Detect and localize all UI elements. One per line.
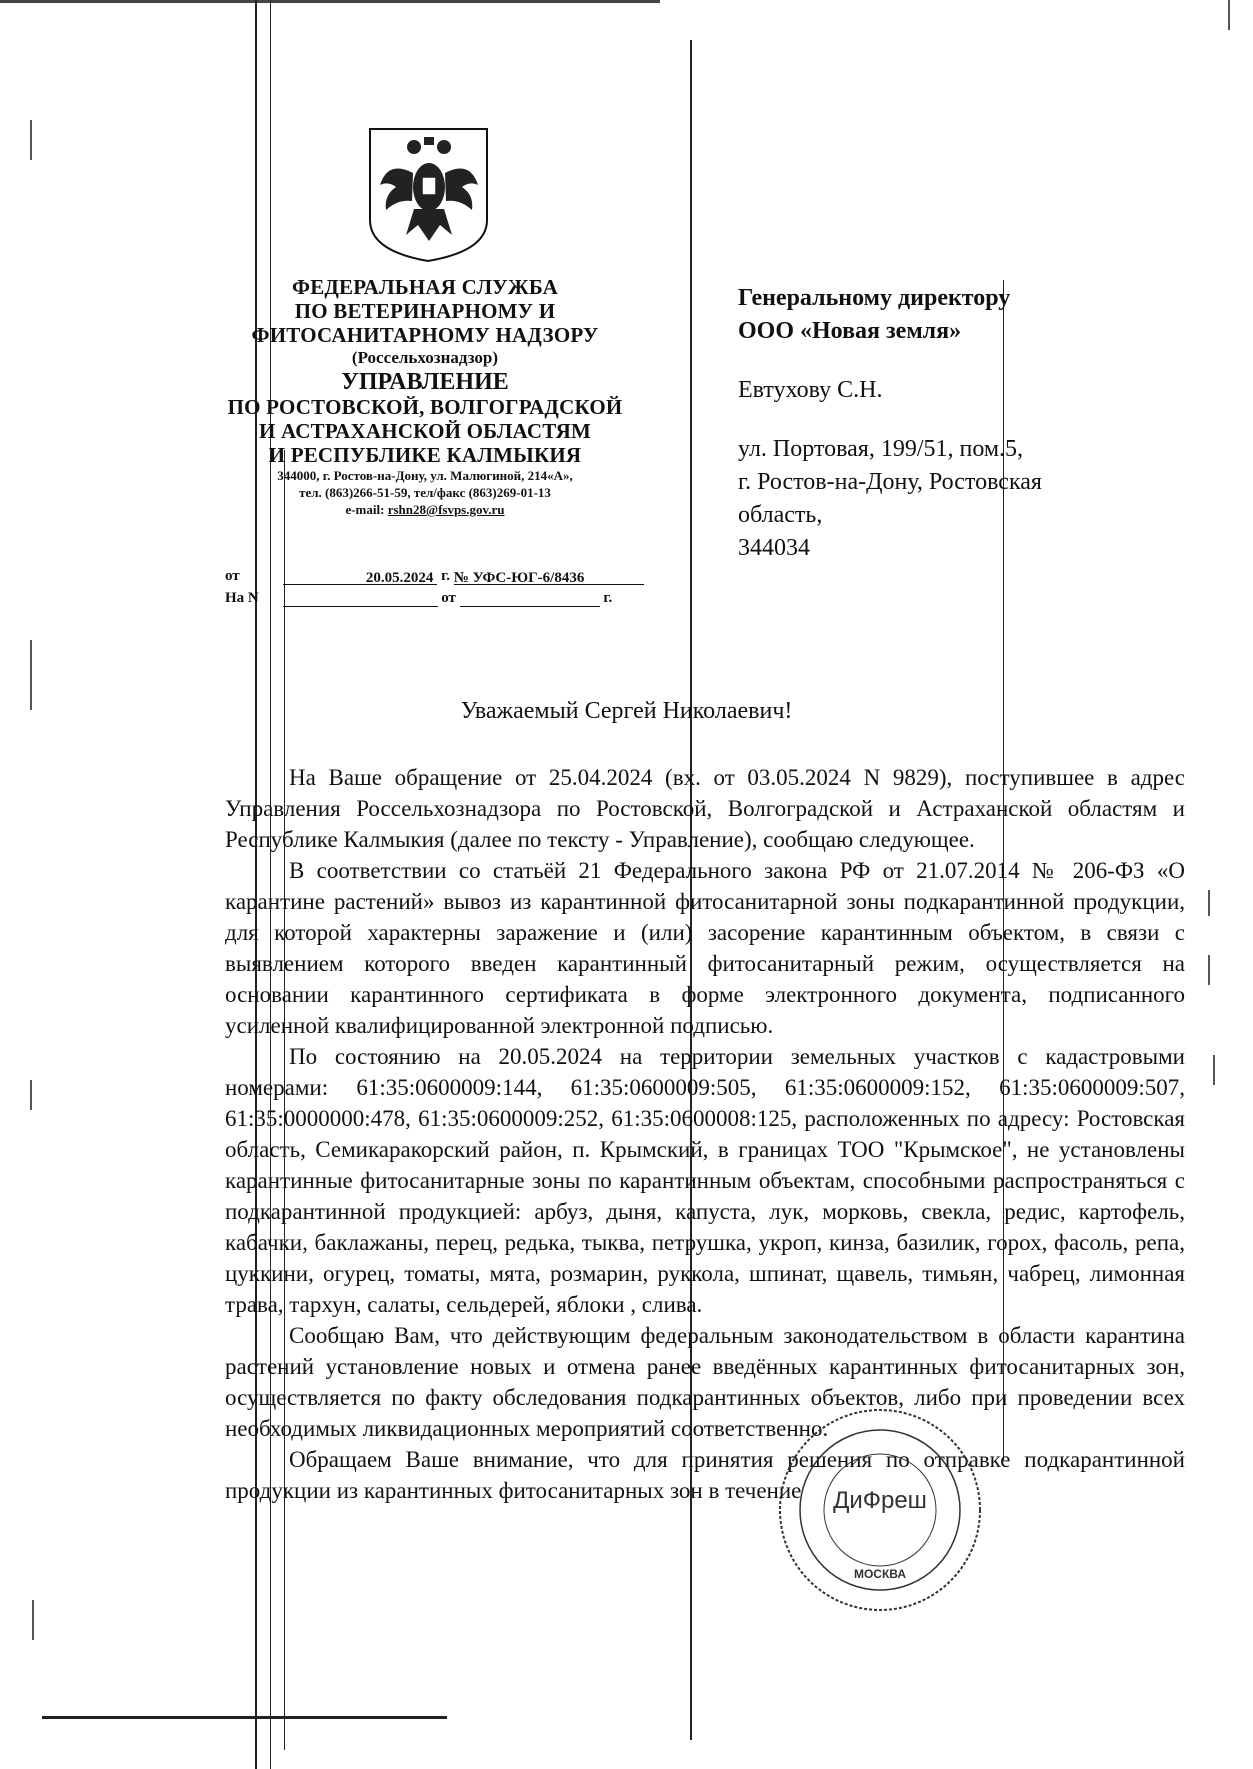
coat-of-arms-emblem [366,125,491,265]
ref-number: № УФС-ЮГ-6/8436 [453,570,585,586]
ref-na-label: На N [225,590,259,606]
header-line-1: ФЕДЕРАЛЬНАЯ СЛУЖБА [291,275,559,299]
scan-edge-right-4 [1213,1055,1215,1085]
ref-g-label: г. [603,590,613,606]
scan-edge-left-1 [30,120,32,160]
scan-edge-left-3 [30,1080,32,1110]
ref-date-field [283,570,437,585]
header-line-4: (Россельхознадзор) [351,348,499,367]
sender-header [200,275,650,518]
header-line-7: И АСТРАХАНСКОЙ ОБЛАСТЯМ [258,419,592,443]
addressee-block [738,282,1178,565]
header-line-8: И РЕСПУБЛИКЕ КАЛМЫКИЯ [268,443,582,467]
paragraph: Сообщаю Вам, что действующим федеральным законодательством в области карантина растений установление новых и отмена ранее введённых карантинных фитосанитарных зон, осуществляется по факту обследования подкарантинных объектов, либо при проведении всех необходимых ликвидационных мероприятий соответственно. [225,1323,1185,1441]
ref-from-label: от [225,568,240,584]
scan-edge-right-2 [1208,890,1210,916]
salutation: Уважаемый Сергей Николаевич! [460,698,793,724]
header-email-label: e-mail: [345,502,385,517]
header-line-2: ПО ВЕТЕРИНАРНОМУ И [294,299,556,323]
paragraph: Обращаем Ваше внимание, что для принятия решения по отправке подкарантинной продукции из карантинных фитосанитарных зон в течение [225,1447,1185,1503]
paragraph: В соответствии со статьёй 21 Федерального закона РФ от 21.07.2014 № 206-ФЗ «О карантине растений» вывоз из карантинной фитосанитарной зоны подкарантинной продукции, для которой характерны заражение и (или) засорение карантинным объектом, в связи с выявлением которого введен карантинный фитосанитарный режим, осуществляется на основании карантинного сертификата в форме электронного документа, подписанного усиленной квалифицированной электронной подписью. [225,858,1185,1038]
addressee-name: Евтухову С.Н. [738,377,883,403]
header-address: 344000, г. Ростов-на-Дону, ул. Малюгиной, 214«А», [277,468,573,483]
header-line-5: УПРАВЛЕНИЕ [341,369,509,395]
letter-body [225,762,1185,1506]
ref-number-field [454,570,644,585]
header-line-3: ФИТОСАНИТАРНОМУ НАДЗОРУ [251,323,599,347]
ref-date: 20.05.2024 [365,570,434,586]
ref-line-outgoing [225,568,644,585]
addressee-city: г. Ростов-на-Дону, Ростовская [738,469,1042,495]
addressee-region: область, [738,502,823,528]
addressee-zip: 344034 [738,535,810,561]
paragraph: На Ваше обращение от 25.04.2024 (вх. от 03.05.2024 N 9829), поступившее в адрес Управления Россельхознадзора по Ростовской, Волгоградской и Астраханской областям и Республике Калмыкия (далее по тексту - Управление), сообщаю следующее. [225,765,1185,852]
paragraph: По состоянию на 20.05.2024 на территории земельных участков с кадастровыми номерами: 61:35:0600009:144, 61:35:0600009:505, 61:35:0600009:152, 61:35:0600009:507, 61:35:0000000:478, 61:35:0600009:252, 61:35:0600008:125, расположенных по адресу: Ростовская область, Семикаракорский район, п. Крымский, в границах ТОО "Крымское", не установлены карантинные фитосанитарные зоны по карантинным объектам, способными распространяться с подкарантинной продукцией: арбуз, дыня, капуста, лук, морковь, свекла, редис, картофель, кабачки, баклажаны, перец, редька, тыква, петрушка, укроп, кинза, базилик, горох, фасоль, репа, цуккини, огурец, томаты, мята, розмарин, руккола, шпинат, щавель, тимьян, чабрец, лимонная трава, тархун, салаты, сельдерей, яблоки , слива. [225,1044,1185,1317]
ref-ot-field [460,592,600,607]
ref-year-suffix: г. [441,568,451,584]
ref-ot-label: от [441,590,456,606]
stamp-bottom-text: МОСКВА [853,1567,907,1581]
addressee-company: ООО «Новая земля» [738,318,962,344]
header-email: rshn28@fsvps.gov.ru [387,502,505,517]
scan-edge-left-4 [32,1600,34,1640]
ref-line-incoming [225,590,612,607]
header-phone: тел. (863)266-51-59, тел/факс (863)269-01-13 [299,485,551,500]
header-line-6: ПО РОСТОВСКОЙ, ВОЛГОГРАДСКОЙ [227,395,623,419]
scan-edge-right-1 [1228,0,1230,30]
header-email-row [200,501,650,518]
ref-na-field [283,592,438,607]
addressee-position: Генеральному директору [738,285,1011,311]
company-stamp [770,1400,990,1620]
stamp-center-text: ДиФреш [833,1487,927,1514]
scan-edge-top [0,0,660,3]
addressee-street: ул. Портовая, 199/51, пом.5, [738,436,1024,462]
scan-edge-right-3 [1208,955,1210,985]
scan-edge-bottom [42,1716,447,1719]
